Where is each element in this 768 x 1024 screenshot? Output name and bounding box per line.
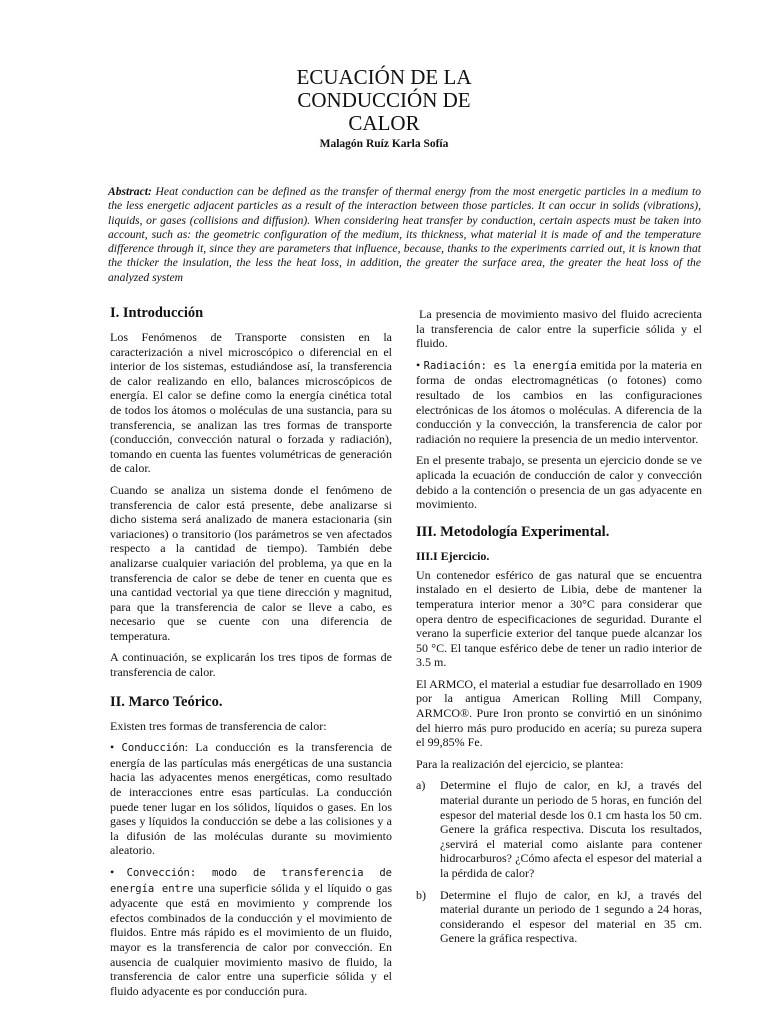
paragraph: Existen tres formas de transferencia de calor: [110, 718, 327, 733]
abstract-label: Abstract: [108, 185, 152, 198]
abstract-text: Heat conduction can be defined as the transfer of thermal energy from the most energetic particles in a medium to the less energetic adjacent particles as a result of the interaction between those particles. It can occur in solids (vibrations), liquids, or gases (collisions and diffusion). When considering heat transfer by conduction, certain aspects must be taken into account, such as: the geometric configuration of the medium, its thickness, what material it is made of and the temperature difference through it, since they are parameters that influence, because, thanks to the experiments carried out, it is known that the thicker the insulation, the less the heat loss, in addition, the greater the surface area, the greater the heat loss of the analyzed system [108, 185, 701, 284]
paragraph: Los Fenómenos de Transporte consisten en la caracterización a nivel microscópico o diferencial en el interior de los sistemas, estudiándose así, la transferencia de calor realizando en ello, balances microscópicos de energía. El calor se define como la energía cinética total de todos los átomos o moléculas de una sustancia, para su transferencia, se analizan las tres formas de transporte (conducción, convección natural o forzada y radiación), tomando en cuenta las fuentes volumétricas de generación de calor. [110, 330, 392, 476]
section-heading-marco-teorico: II. Marco Teórico. [110, 693, 223, 710]
conveccion-continued: La presencia de movimiento masivo del fluido acrecienta la transferencia de calor entre la superficie sólida y el fluido. [416, 307, 702, 351]
exercise-item-text: Determine el flujo de calor, en kJ, a través del material durante un periodo de 1 segundo a 24 horas, considerando el espesor del material en 35 cm. Genere la gráfica respectiva. [440, 887, 702, 946]
left-column [110, 305, 392, 1005]
exercise-item-label: a) [416, 778, 426, 793]
title-line-1: ECUACIÓN DE LA [296, 65, 472, 89]
paragraph: Un contenedor esférico de gas natural que se encuentra instalado en el desierto de Libia, debe de mantener la temperatura interior menor a 30°C para considerar que opera dentro de especificaciones de seguridad. Durante el verano la superficie exterior del tanque puede alcanzar los 50 °C. El tanque esférico debe de tener un radio interior de 3.5 m. [416, 567, 702, 670]
radiacion-label: Radiación: es la energía [423, 359, 577, 372]
section-heading-introduccion: I. Introducción [110, 305, 204, 321]
conveccion-paragraph [110, 865, 392, 998]
subsection-heading-ejercicio: III.I Ejercicio. [416, 548, 490, 563]
bullet-icon: • [110, 740, 115, 755]
conveccion-label: Convección: modo de transferencia de energía entre [110, 867, 393, 895]
title-line-2: CONDUCCIÓN DE [297, 88, 471, 112]
bullet-icon: • [416, 357, 421, 372]
radiacion-paragraph [416, 358, 702, 447]
right-column [416, 307, 702, 953]
paragraph: El ARMCO, el material a estudiar fue desarrollado en 1909 por la antigua American Rolling Mill Company, ARMCO®. Pure Iron pronto se convirtió en un sinónimo del hierro más puro producido en acería; su pureza supera el 99,85% Fe. [416, 676, 702, 750]
paragraph: Para la realización del ejercicio, se plantea: [416, 756, 624, 771]
conduccion-label: Conducción [121, 742, 185, 755]
title-line-3: CALOR [348, 111, 420, 135]
exercise-item-a [416, 778, 702, 880]
conduccion-paragraph [110, 740, 392, 858]
exercise-item-label: b) [416, 887, 426, 902]
paragraph: A continuación, se explicarán los tres tipos de formas de transferencia de calor. [110, 650, 392, 680]
exercise-item-b [416, 888, 702, 946]
paragraph: En el presente trabajo, se presenta un ejercicio donde se ve aplicada la ecuación de conducción de calor y convección debido a la contención o presencia de un gas adyacente en movimiento. [416, 453, 702, 512]
abstract [108, 185, 701, 285]
exercise-item-text: Determine el flujo de calor, en kJ, a través del material durante un periodo de 5 horas, en función del espesor del material desde los 0.1 cm hasta los 50 cm. Genere la gráfica respectiva. Discuta los resultados, ¿servirá el material como aislante para contener hidrocarburos? ¿Cómo afecta el espesor del material a la pérdida de calor? [440, 778, 702, 880]
conveccion-text: una superficie sólida y el líquido o gas adyacente que está en movimiento y comprende los efectos combinados de la conducción y el movimiento de fluidos. Entre más rápido es el movimiento de un fluido, mayor es la transferencia de calor por convección. En ausencia de cualquier movimiento masivo de fluido, la transferencia de calor entre una superficie sólida y el fluido adyacente es por conducción pura. [110, 880, 392, 998]
section-heading-metodologia: III. Metodología Experimental. [416, 523, 610, 540]
paper-title [0, 66, 768, 135]
bullet-icon: • [110, 865, 115, 879]
paragraph: Cuando se analiza un sistema donde el fenómeno de transferencia de calor está presente, debe analizarse si dicho sistema será analizado de manera estacionaria (sin variaciones) o transitorio (los parámetros se ven afectados respecto a la cantidad de tiempo). También debe analizarse cualquier variación del problema, ya que en la transferencia de calor se debe de tener en cuenta que es una cantidad vectorial ya que tiene dirección y magnitud, para que la transferencia de calor se lleve a cabo, es necesario que se cuente con una diferencia de temperatura. [110, 482, 392, 643]
radiacion-text: emitida por la materia en forma de ondas electromagnéticas (o fotones) como resultado de los cambios en las configuraciones electrónicas de los átomos o moléculas. A diferencia de la conducción y la convección, la transferencia de calor por radiación no requiere la presencia de un medio interventor. [416, 357, 703, 446]
conduccion-text: : La conducción es la transferencia de energía de las partículas más energéticas de una sustancia hacia las adyacentes menos energéticas, como resultado de interacciones entre esas partículas. La conducción puede tener lugar en los sólidos, líquidos o gases. En los gases y líquidos la conducción se debe a las colisiones y a la difusión de las moléculas durante su movimiento aleatorio. [110, 740, 393, 858]
author-name: Malagón Ruíz Karla Sofía [319, 138, 449, 150]
